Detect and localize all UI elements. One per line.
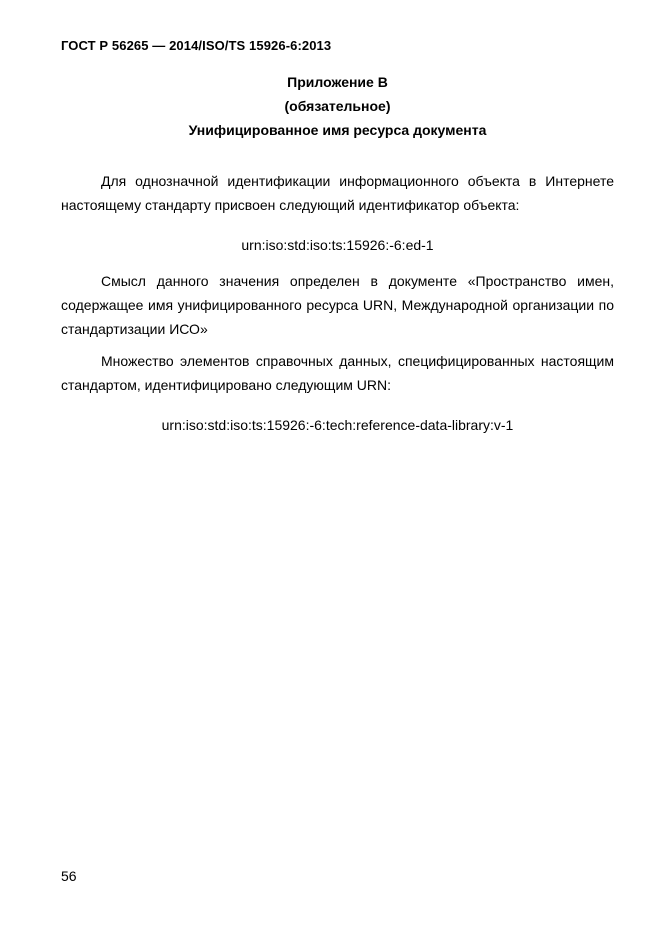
paragraph-object-identification: Для однозначной идентификации информационного объекта в Интернете настоящему стандарту присвоен следующий идентификатор объекта: bbox=[61, 173, 614, 213]
annex-name: Унифицированное имя ресурса документа bbox=[188, 122, 487, 138]
paragraph-namespace-meaning: Смысл данного значения определен в документе «Пространство имен, содержащее имя унифицированного ресурса URN, Международной организации по стандартизации ИСО» bbox=[61, 273, 614, 337]
annex-title: Приложение В bbox=[287, 74, 388, 90]
standard-code-header: ГОСТ Р 56265 — 2014/ISO/TS 15926-6:2013 bbox=[61, 38, 332, 53]
annex-status: (обязательное) bbox=[284, 98, 391, 114]
urn-reference-data-library: urn:iso:std:iso:ts:15926:-6:tech:reference-data-library:v-1 bbox=[161, 417, 514, 433]
page-number: 56 bbox=[61, 868, 77, 884]
paragraph-reference-data: Множество элементов справочных данных, специфицированных настоящим стандартом, идентифицировано следующим URN: bbox=[61, 353, 614, 393]
urn-document-identifier: urn:iso:std:iso:ts:15926:-6:ed-1 bbox=[241, 237, 434, 253]
